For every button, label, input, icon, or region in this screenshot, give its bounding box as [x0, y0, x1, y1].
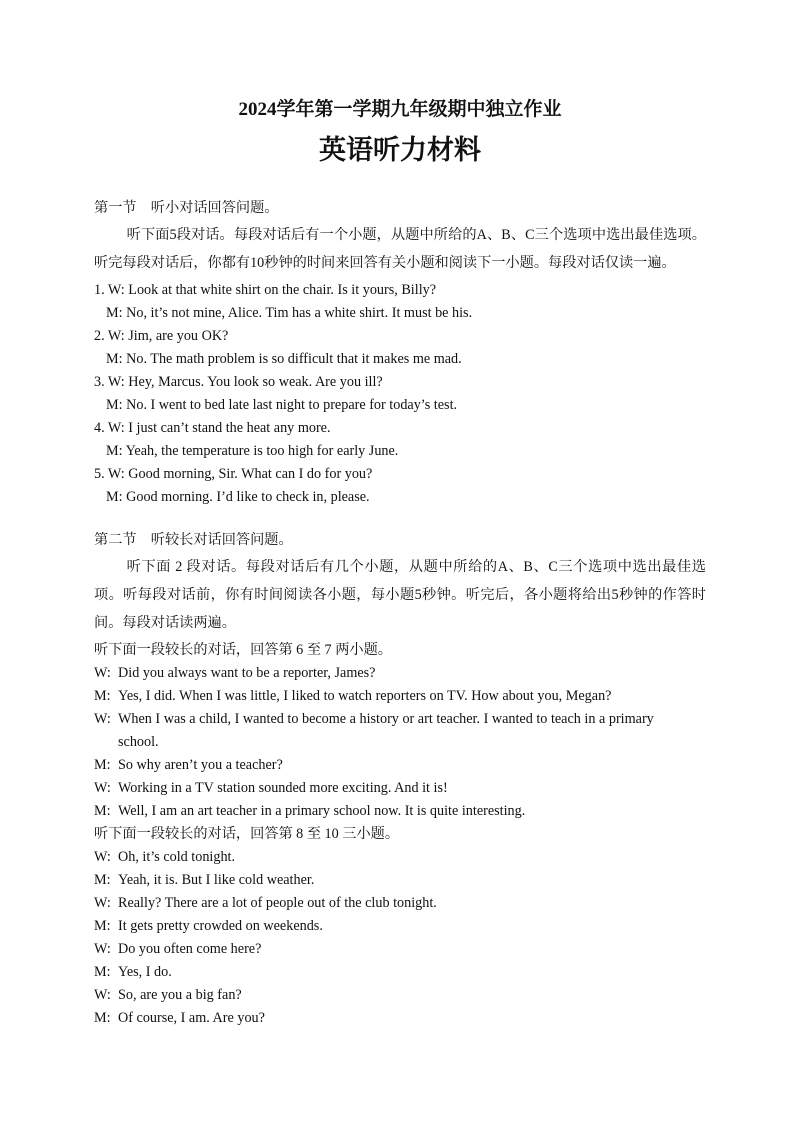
speech-text: So, are you a big fan?: [118, 987, 242, 1003]
conversation-line: [94, 961, 706, 984]
long-conversation-1: [94, 662, 706, 823]
conversation-line: [94, 800, 706, 823]
conversation-line: [94, 984, 706, 1007]
speaker-label: W:: [94, 665, 111, 681]
section-heading: 第二节 听较长对话回答问题。: [94, 532, 293, 548]
conversation-line: [94, 869, 706, 892]
section-instructions: 听下面5段对话。每段对话后有一个小题，从题中所给的A、B、C三个选项中选出最佳选项。听完每段对话后，你都有10秒钟的时间来回答有关小题和阅读下一小题。每段对话仅读一遍。: [94, 227, 706, 271]
conversation-line: [94, 777, 706, 800]
speaker-label: W:: [94, 849, 111, 865]
short-dialogue-list: [94, 279, 706, 509]
dialogue-line-w: 2. W: Jim, are you OK?: [94, 328, 229, 344]
speaker-label: W:: [94, 711, 111, 727]
dialogue-line-m: M: Good morning. I’d like to check in, please.: [106, 489, 370, 505]
conversation-line: [94, 662, 706, 685]
dialogue-line-m: M: Yeah, the temperature is too high for early June.: [106, 443, 399, 459]
speaker-label: W:: [94, 895, 111, 911]
document-title: 2024学年第一学期九年级期中独立作业: [238, 99, 562, 120]
conversation-line: [94, 915, 706, 938]
section-instructions: 听下面 2 段对话。每段对话后有几个小题，从题中所给的A、B、C三个选项中选出最佳选项。听每段对话前，你有时间阅读各小题，每小题5秒钟。听完后，各小题将给出5秒钟的作答时间。每段对话读两遍。: [94, 559, 706, 631]
speech-text: Do you often come here?: [118, 941, 262, 957]
speaker-label: W:: [94, 780, 111, 796]
dialogue-line-m: M: No, it’s not mine, Alice. Tim has a white shirt. It must be his.: [106, 305, 473, 321]
speech-text: When I was a child, I wanted to become a history or art teacher. I wanted to teach in a primary school.: [118, 711, 654, 750]
speaker-label: M:: [94, 872, 111, 888]
conversation-line: [94, 754, 706, 777]
conversation-line: [94, 685, 706, 708]
dialogue-line-m: M: No. I went to bed late last night to prepare for today’s test.: [106, 397, 458, 413]
speaker-label: M:: [94, 803, 111, 819]
section-one: [94, 197, 706, 509]
speech-text: Really? There are a lot of people out of the club tonight.: [118, 895, 437, 911]
speech-text: So why aren’t you a teacher?: [118, 757, 283, 773]
conversation-line: [94, 846, 706, 869]
conversation-intro: 听下面一段较长的对话，回答第 8 至 10 三小题。: [94, 826, 400, 842]
long-conversation-2: [94, 846, 706, 1030]
conversation-line: [94, 708, 706, 754]
conversation-line: [94, 1007, 706, 1030]
dialogue-line-w: 3. W: Hey, Marcus. You look so weak. Are you ill?: [94, 374, 383, 390]
speech-text: Of course, I am. Are you?: [118, 1010, 265, 1026]
section-heading: 第一节 听小对话回答问题。: [94, 200, 279, 216]
speech-text: Did you always want to be a reporter, James?: [118, 665, 376, 681]
conversation-line: [94, 892, 706, 915]
dialogue-line-m: M: No. The math problem is so difficult that it makes me mad.: [106, 351, 462, 367]
conversation-intro: 听下面一段较长的对话，回答第 6 至 7 两小题。: [94, 642, 392, 658]
speaker-label: M:: [94, 688, 111, 704]
speaker-label: W:: [94, 987, 111, 1003]
speaker-label: W:: [94, 941, 111, 957]
speech-text: Yeah, it is. But I like cold weather.: [118, 872, 315, 888]
speaker-label: M:: [94, 964, 111, 980]
dialogue-line-w: 5. W: Good morning, Sir. What can I do for you?: [94, 466, 373, 482]
dialogue-line-w: 1. W: Look at that white shirt on the chair. Is it yours, Billy?: [94, 282, 437, 298]
speech-text: Oh, it’s cold tonight.: [118, 849, 236, 865]
document-page: [94, 96, 706, 168]
speech-text: Yes, I did. When I was little, I liked to watch reporters on TV. How about you, Megan?: [118, 688, 612, 704]
document-subtitle: 英语听力材料: [319, 135, 481, 165]
speech-text: Well, I am an art teacher in a primary school now. It is quite interesting.: [118, 803, 526, 819]
speaker-label: M:: [94, 918, 111, 934]
speech-text: It gets pretty crowded on weekends.: [118, 918, 323, 934]
speech-text: Working in a TV station sounded more exciting. And it is!: [118, 780, 448, 796]
conversation-line: [94, 938, 706, 961]
speaker-label: M:: [94, 757, 111, 773]
speech-text: Yes, I do.: [118, 964, 172, 980]
section-two: [94, 529, 706, 1030]
dialogue-line-w: 4. W: I just can’t stand the heat any more.: [94, 420, 331, 436]
speaker-label: M:: [94, 1010, 111, 1026]
